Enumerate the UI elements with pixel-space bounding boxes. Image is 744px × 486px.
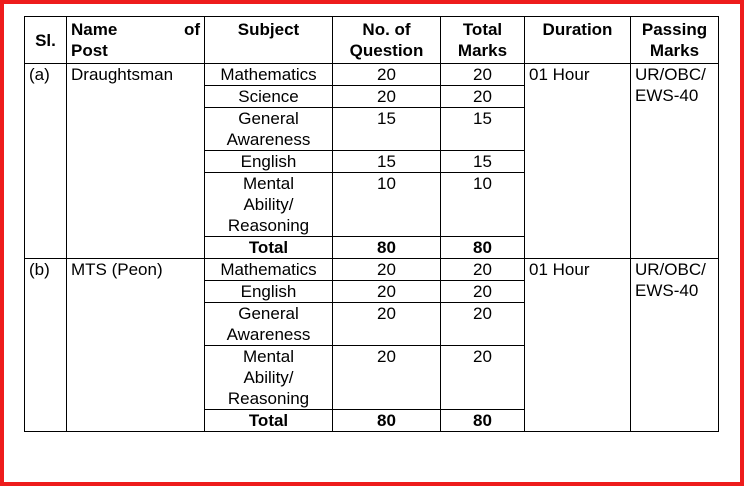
subject-line: Ability/ (243, 195, 294, 214)
subject-cell (205, 281, 333, 303)
total-questions-cell: 80 (333, 410, 441, 432)
exam-pattern-table (24, 16, 719, 432)
questions-cell: 20 (333, 86, 441, 108)
subject-line: Ability/ (243, 368, 294, 387)
marks-cell: 20 (441, 64, 525, 86)
duration-cell: 01 Hour (525, 64, 631, 259)
passing-line: EWS-40 (635, 86, 699, 105)
header-row (25, 17, 719, 64)
subject-cell (205, 86, 333, 108)
duration-cell: 01 Hour (525, 259, 631, 432)
passing-line: UR/OBC/ (635, 260, 706, 279)
post-name-cell: Draughtsman (67, 64, 205, 259)
marks-cell: 20 (441, 259, 525, 281)
passing-line: EWS-40 (635, 281, 699, 300)
marks-cell: 10 (441, 173, 525, 237)
subject-cell (205, 173, 333, 237)
subject-line: Mathematics (220, 65, 317, 84)
subject-line: Mental (242, 347, 295, 366)
header-duration: Duration (525, 17, 631, 64)
subject-line: English (240, 152, 297, 171)
header-total-marks: Total Marks (441, 17, 525, 64)
questions-cell: 15 (333, 151, 441, 173)
table-row (25, 259, 719, 281)
subject-line: Reasoning (227, 216, 310, 235)
subject-cell (205, 108, 333, 151)
total-questions-cell: 80 (333, 237, 441, 259)
passing-line: UR/OBC/ (635, 65, 706, 84)
marks-cell: 20 (441, 281, 525, 303)
header-name-of-post: Name of Post (67, 17, 205, 64)
questions-cell: 20 (333, 281, 441, 303)
marks-cell: 15 (441, 108, 525, 151)
marks-cell: 20 (441, 303, 525, 346)
questions-cell: 20 (333, 346, 441, 410)
marks-cell: 15 (441, 151, 525, 173)
total-label-cell: Total (205, 237, 333, 259)
marks-cell: 20 (441, 346, 525, 410)
total-label-cell: Total (205, 410, 333, 432)
subject-cell (205, 346, 333, 410)
header-passing-marks: Passing Marks (631, 17, 719, 64)
header-no-of-question: No. of Question (333, 17, 441, 64)
questions-cell: 15 (333, 108, 441, 151)
table-body (25, 64, 719, 432)
header-subject: Subject (205, 17, 333, 64)
serial-cell: (a) (25, 64, 67, 259)
questions-cell: 10 (333, 173, 441, 237)
total-marks-cell: 80 (441, 237, 525, 259)
subject-line: English (240, 282, 297, 301)
subject-line: Awareness (226, 325, 311, 344)
subject-cell (205, 303, 333, 346)
serial-cell: (b) (25, 259, 67, 432)
table-row (25, 64, 719, 86)
total-marks-cell: 80 (441, 410, 525, 432)
subject-line: Mental (242, 174, 295, 193)
subject-line: General (238, 109, 299, 128)
questions-cell: 20 (333, 64, 441, 86)
subject-line: Awareness (226, 130, 311, 149)
questions-cell: 20 (333, 303, 441, 346)
subject-cell (205, 151, 333, 173)
post-name-cell: MTS (Peon) (67, 259, 205, 432)
subject-line: Reasoning (227, 389, 310, 408)
subject-cell (205, 64, 333, 86)
header-sl: Sl. (25, 17, 67, 64)
passing-marks-cell (631, 259, 719, 432)
passing-marks-cell (631, 64, 719, 259)
subject-line: Mathematics (220, 260, 317, 279)
marks-cell: 20 (441, 86, 525, 108)
questions-cell: 20 (333, 259, 441, 281)
subject-cell (205, 259, 333, 281)
subject-line: General (238, 304, 299, 323)
subject-line: Science (238, 87, 299, 106)
